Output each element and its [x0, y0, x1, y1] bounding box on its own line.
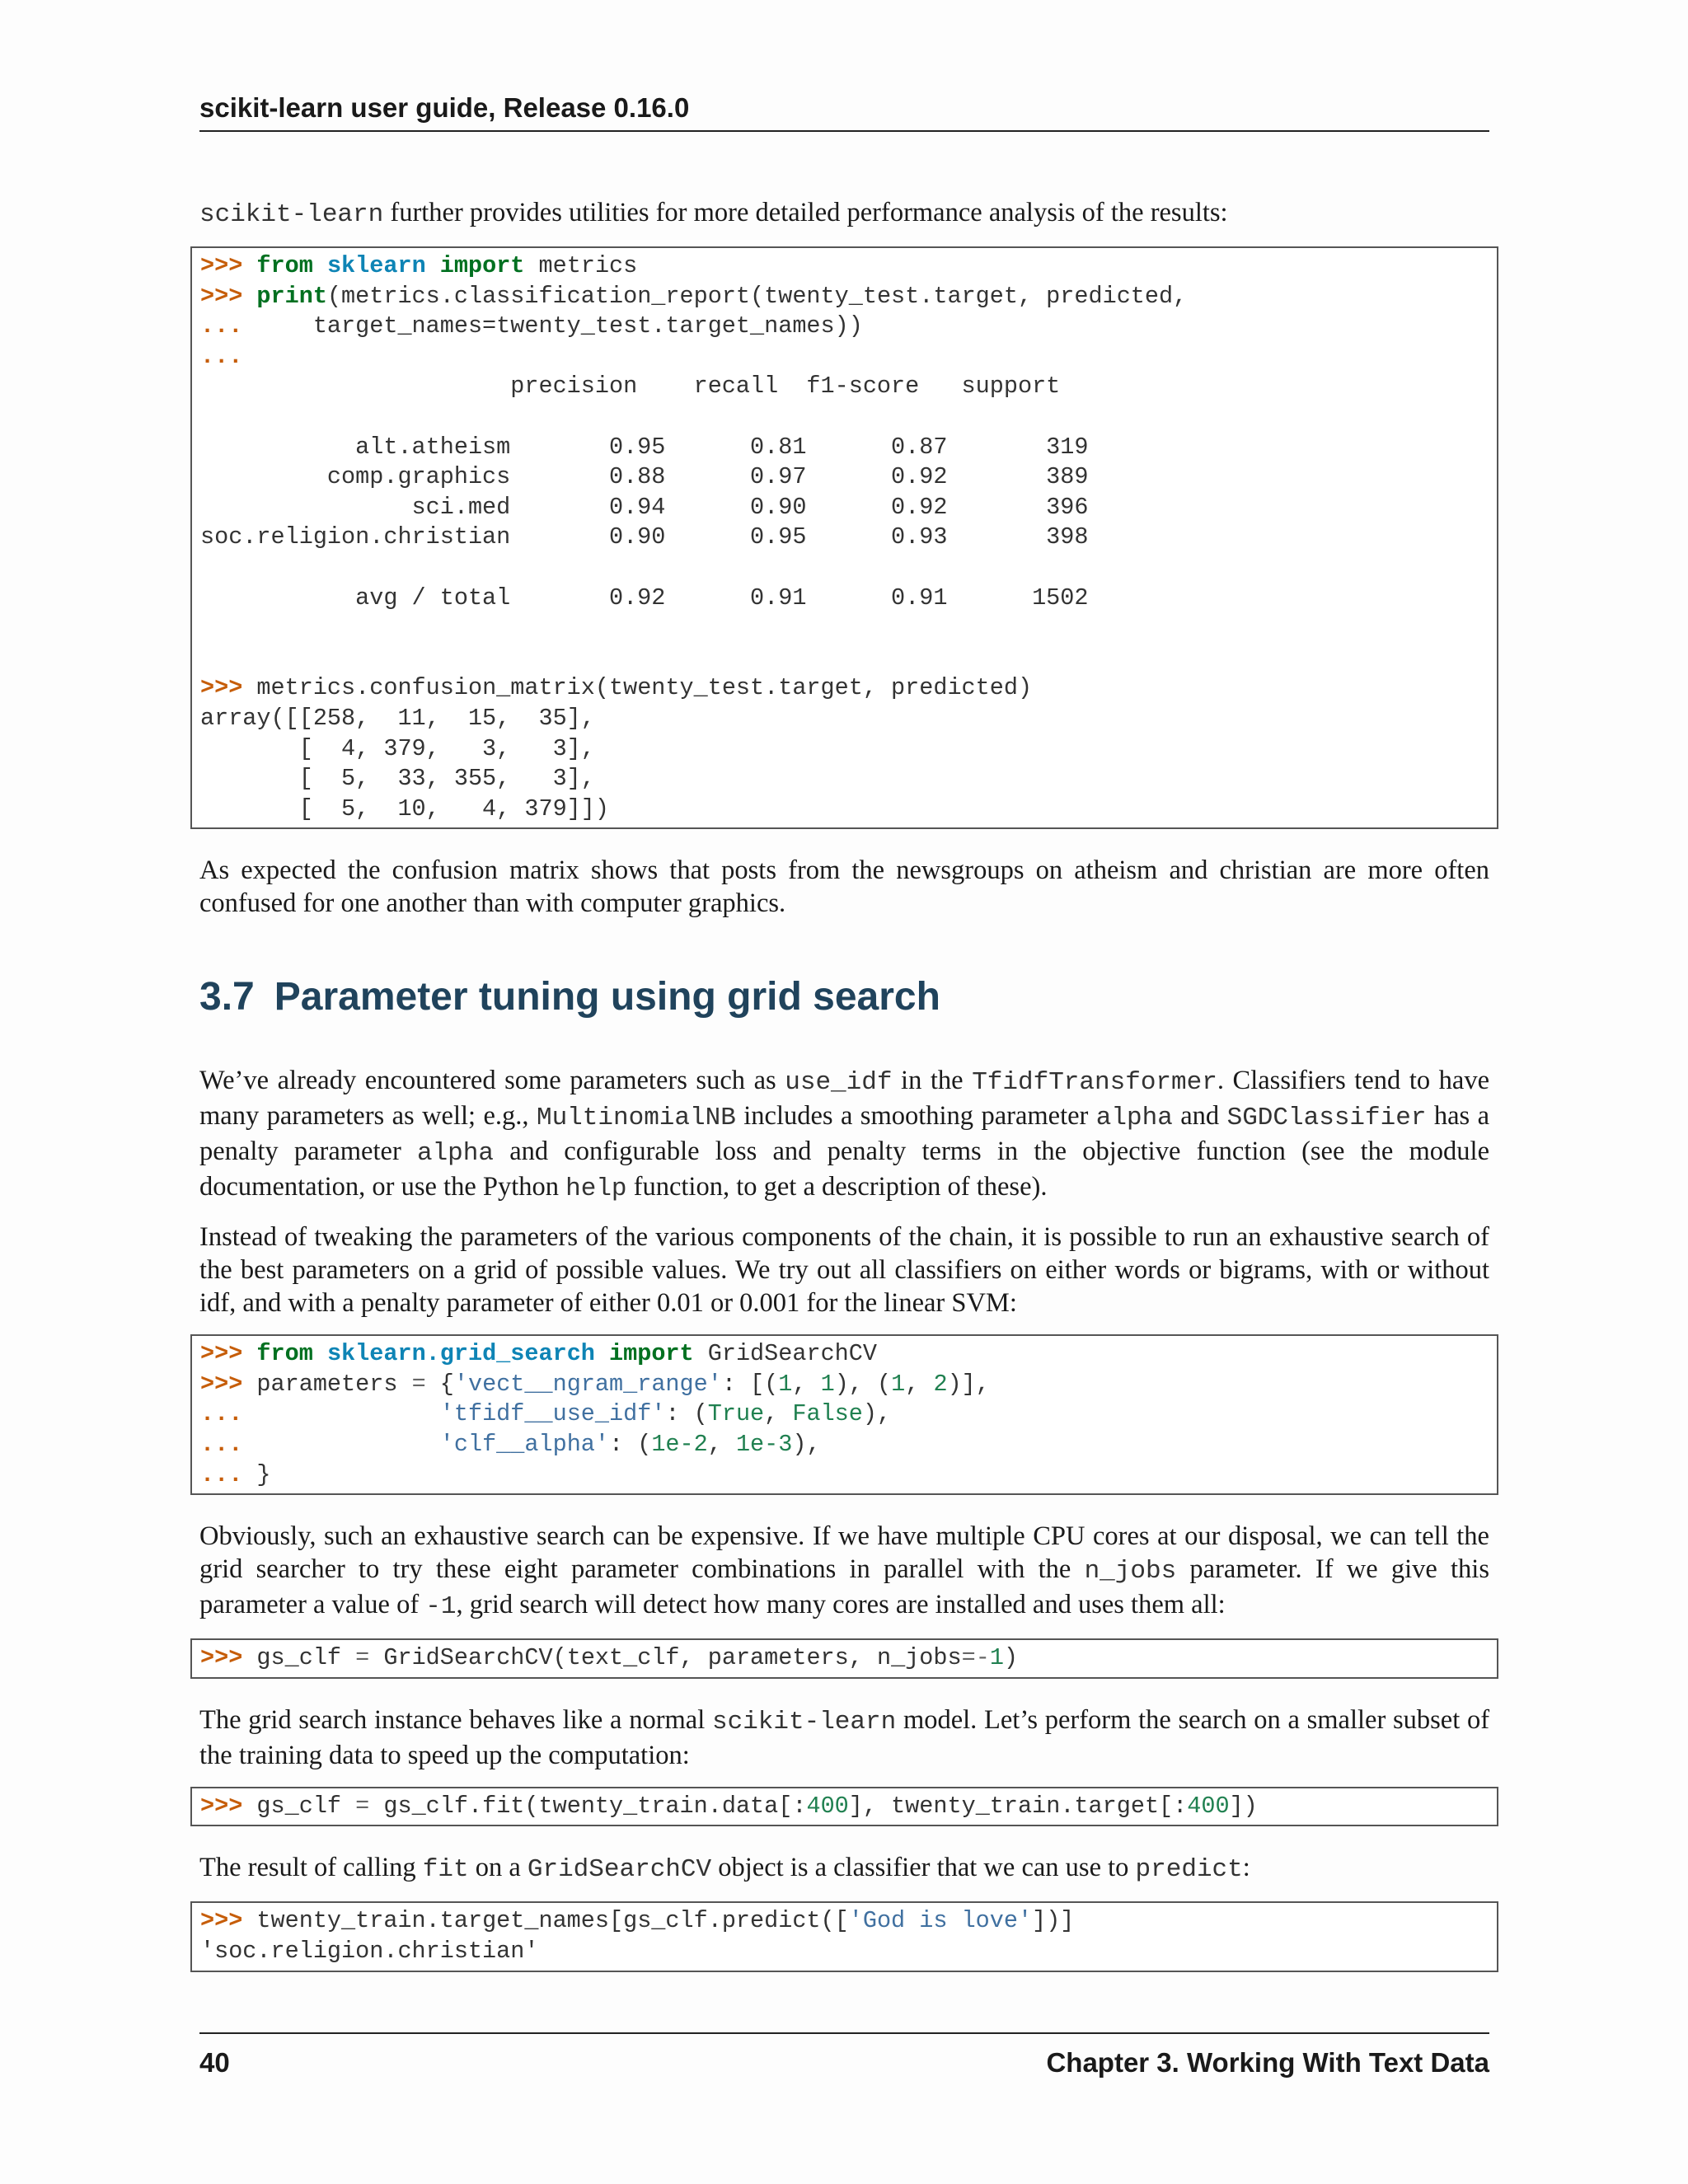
- page-header: [199, 92, 1489, 132]
- code-block-predict: >>> twenty_train.target_names[gs_clf.predict(['God is love'])] 'soc.religion.christian': [190, 1901, 1498, 1971]
- code-block-gs-clf: >>> gs_clf = GridSearchCV(text_clf, parameters, n_jobs=-1): [190, 1638, 1498, 1679]
- inline-code: fit: [422, 1855, 469, 1885]
- cm-row: [ 5, 33, 355, 3],: [200, 765, 595, 793]
- confusion-paragraph: As expected the confusion matrix shows that posts from the newsgroups on atheism and christian are more often confused for one another than with computer graphics.: [199, 855, 1489, 919]
- inline-code: alpha: [416, 1139, 494, 1169]
- chapter-title: Chapter 3. Working With Text Data: [1046, 2047, 1489, 2078]
- inline-code: n_jobs: [1084, 1557, 1177, 1586]
- predict-output: 'soc.religion.christian': [200, 1938, 539, 1966]
- report-row: soc.religion.christian 0.90 0.95 0.93 398: [200, 523, 1089, 551]
- cm-row: [ 4, 379, 3, 3],: [200, 734, 595, 762]
- inline-code: use_idf: [785, 1068, 893, 1098]
- intro-paragraph: scikit-learn further provides utilities for more detailed performance analysis of the results:: [199, 198, 1228, 229]
- inline-code: predict: [1135, 1855, 1243, 1885]
- report-avg-row: avg / total 0.92 0.91 0.91 1502: [200, 583, 1089, 612]
- report-row: sci.med 0.94 0.90 0.92 396: [200, 493, 1089, 521]
- page-content: [199, 196, 1489, 1997]
- section-number: 3.7: [199, 975, 255, 1019]
- report-header: precision recall f1-score support: [200, 373, 1061, 401]
- inline-code: TfidfTransformer: [972, 1068, 1217, 1098]
- inline-code: scikit-learn: [199, 200, 384, 229]
- inline-code: SGDClassifier: [1226, 1104, 1427, 1133]
- inline-code: scikit-learn: [711, 1707, 897, 1736]
- report-row: alt.atheism 0.95 0.81 0.87 319: [200, 433, 1089, 461]
- grid-search-paragraph: Instead of tweaking the parameters of the various components of the chain, it is possible to run an exhaustive search of the best parameters on a grid of possible values. We try out all classifiers on either words or bigrams, with or without idf, and with a penalty parameter of either 0.01 or 0.001 for the linear SVM:: [199, 1222, 1489, 1319]
- code-block-fit: >>> gs_clf = gs_clf.fit(twenty_train.data[:400], twenty_train.target[:400]): [190, 1787, 1498, 1827]
- subset-paragraph: The grid search instance behaves like a normal scikit-learn model. Let’s perform the search on a smaller subset of the training data to speed up the computation:: [199, 1704, 1490, 1770]
- inline-code: help: [565, 1174, 627, 1204]
- report-row: comp.graphics 0.88 0.97 0.92 389: [200, 463, 1089, 491]
- parallel-paragraph: Obviously, such an exhaustive search can be expensive. If we have multiple CPU cores at our disposal, we can tell the grid searcher to try these eight parameter combinations in parallel with the n_jobs parameter. If we give this parameter a value of -1, grid search will detect how many cores are installed and uses them all:: [199, 1521, 1489, 1622]
- code-block-parameters: >>> from sklearn.grid_search import GridSearchCV >>> parameters = {'vect__ngram_range': [(1, 1), (1, 2)], ... 'tfidf__use_idf': (True, False), ... 'clf__alpha': (1e-2, 1e-3), ... }: [190, 1334, 1498, 1495]
- predict-paragraph: The result of calling fit on a GridSearchCV object is a classifier that we can use to predict:: [199, 1853, 1250, 1885]
- cm-row: [ 5, 10, 4, 379]]): [200, 794, 609, 823]
- running-title: scikit-learn user guide, Release 0.16.0: [199, 92, 690, 123]
- params-paragraph: We’ve already encountered some parameters such as use_idf in the TfidfTransformer. Classifiers tend to have many parameters as well; e.g., MultinomialNB includes a smoothing parameter alpha and SGDClassifier has a penalty parameter alpha and configurable loss and penalty terms in the objective function (see the module documentation, or use the Python help function, to get a description of these).: [199, 1066, 1490, 1204]
- inline-code: -1: [425, 1592, 457, 1622]
- inline-code: alpha: [1095, 1104, 1173, 1133]
- inline-code: MultinomialNB: [536, 1104, 736, 1133]
- section-heading: [199, 974, 1489, 1019]
- inline-code: GridSearchCV: [527, 1855, 712, 1885]
- code-block-classification-report: >>> from sklearn import metrics >>> print(metrics.classification_report(twenty_test.target, predicted, ... target_names=twenty_test.target_names)) ... precision recall f1-score support alt.atheism 0.95 0.81 0.87 319 comp.graphics 0.88 0.97 0.92 389 sci.med 0.94 0.90 0.92 396 soc.religion.christian 0.90 0.95 0.93 398 avg / total 0.92 0.91 0.91 1502 >>> metrics.confusion_matrix(twenty_test.target, predicted) array([[258, 11, 15, 35], [ 4, 379, 3, 3], [ 5, 33, 355, 3], [ 5, 10, 4, 379]]): [190, 246, 1498, 829]
- page-footer: [199, 2032, 1489, 2079]
- section-title: Parameter tuning using grid search: [274, 975, 940, 1019]
- cm-row: array([[258, 11, 15, 35],: [200, 704, 595, 732]
- page-number: 40: [199, 2047, 230, 2078]
